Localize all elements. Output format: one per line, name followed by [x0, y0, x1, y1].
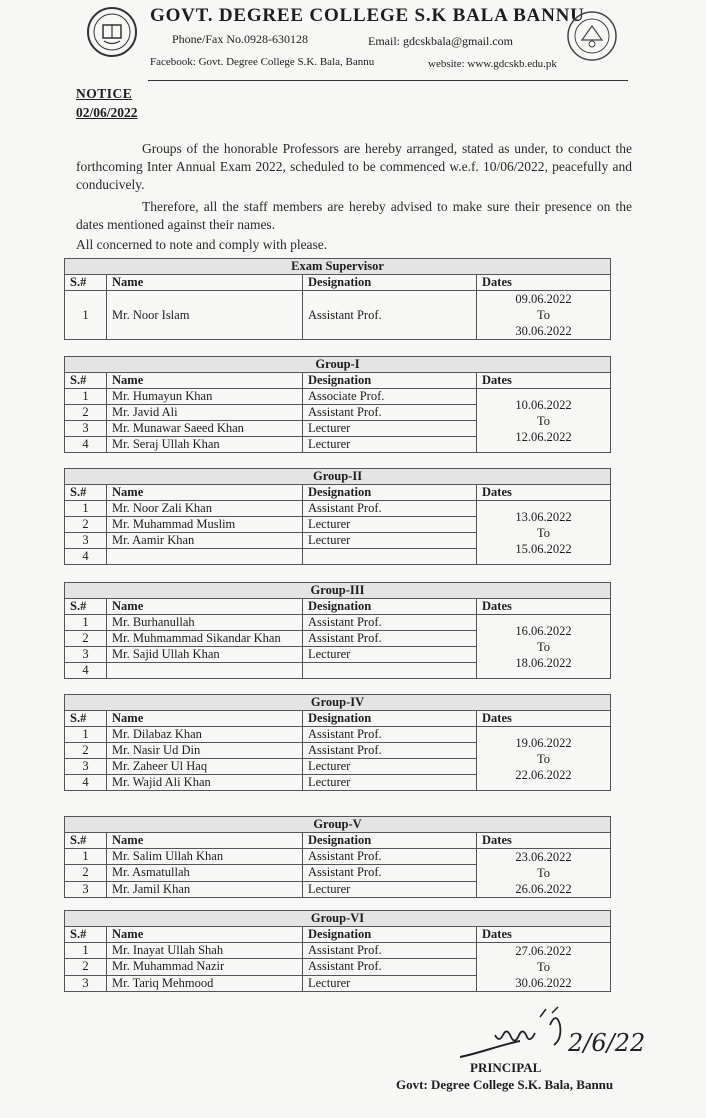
principal-label: PRINCIPAL [470, 1060, 542, 1075]
date-to-word: To [537, 413, 551, 428]
serial-number: 2 [65, 743, 107, 759]
serial-number: 1 [65, 849, 107, 865]
member-name: Mr. Salim Ullah Khan [107, 849, 303, 865]
member-designation: Lecturer [303, 881, 477, 897]
group-title: Group-I [65, 357, 611, 373]
member-name: Mr. Aamir Khan [107, 533, 303, 549]
serial-number: 3 [65, 975, 107, 991]
column-header-sn: S.# [65, 485, 107, 501]
facebook: Facebook: Govt. Degree College S.K. Bala, Bannu [150, 56, 375, 68]
member-designation: Assistant Prof. [303, 959, 477, 975]
column-header-designation: Designation [303, 833, 477, 849]
member-designation: Assistant Prof. [303, 291, 477, 340]
column-header-designation: Designation [303, 485, 477, 501]
serial-number: 2 [65, 517, 107, 533]
column-header-name: Name [107, 373, 303, 389]
member-name: Mr. Jamil Khan [107, 881, 303, 897]
website: website: www.gdcskb.edu.pk [428, 58, 557, 70]
letterhead [0, 0, 706, 82]
column-header-designation: Designation [303, 711, 477, 727]
table-row [65, 849, 611, 865]
column-header-name: Name [107, 599, 303, 615]
duty-dates [477, 291, 611, 340]
column-header-sn: S.# [65, 275, 107, 291]
notice-paragraph-1: Groups of the honorable Professors are hereby arranged, stated as under, to conduct the forthcoming Inter Annual Exam 2022, scheduled to be commenced w.e.f. 10/06/2022, peacefully and conducively. [76, 141, 632, 192]
serial-number: 2 [65, 631, 107, 647]
column-header-sn: S.# [65, 711, 107, 727]
member-name: Mr. Muhammad Muslim [107, 517, 303, 533]
date-to: 12.06.2022 [515, 429, 572, 444]
member-name: Mr. Sajid Ullah Khan [107, 647, 303, 663]
serial-number: 1 [65, 943, 107, 959]
column-header-name: Name [107, 711, 303, 727]
member-name: Mr. Inayat Ullah Shah [107, 943, 303, 959]
header-rule [148, 80, 628, 81]
column-header-designation: Designation [303, 599, 477, 615]
column-header-sn: S.# [65, 599, 107, 615]
member-name: Mr. Nasir Ud Din [107, 743, 303, 759]
member-name: Mr. Javid Ali [107, 405, 303, 421]
duty-dates [477, 943, 611, 992]
date-from: 10.06.2022 [515, 397, 572, 412]
member-designation: Lecturer [303, 421, 477, 437]
date-to: 26.06.2022 [515, 882, 572, 896]
member-designation: Lecturer [303, 647, 477, 663]
date-to: 22.06.2022 [515, 767, 572, 782]
serial-number: 2 [65, 865, 107, 881]
member-designation: Lecturer [303, 975, 477, 991]
serial-number: 4 [65, 775, 107, 791]
column-header-name: Name [107, 833, 303, 849]
date-from: 23.06.2022 [515, 850, 572, 864]
group-title: Group-VI [65, 911, 611, 927]
table-row [65, 291, 611, 340]
group-table [64, 582, 611, 679]
group-table [64, 910, 611, 992]
column-header-dates: Dates [477, 927, 611, 943]
date-to: 30.06.2022 [515, 324, 572, 338]
date-from: 27.06.2022 [515, 944, 572, 958]
member-designation: Assistant Prof. [303, 849, 477, 865]
member-designation: Lecturer [303, 775, 477, 791]
column-header-dates: Dates [477, 275, 611, 291]
column-header-dates: Dates [477, 833, 611, 849]
group-title: Group-IV [65, 695, 611, 711]
university-seal-icon [566, 10, 618, 62]
member-designation: Assistant Prof. [303, 615, 477, 631]
date-to: 18.06.2022 [515, 655, 572, 670]
table-row [65, 501, 611, 517]
college-emblem-icon [86, 6, 138, 58]
column-header-sn: S.# [65, 927, 107, 943]
member-designation: Assistant Prof. [303, 743, 477, 759]
member-designation [303, 663, 477, 679]
column-header-name: Name [107, 927, 303, 943]
member-designation: Assistant Prof. [303, 865, 477, 881]
member-name: Mr. Zaheer Ul Haq [107, 759, 303, 775]
date-to: 30.06.2022 [515, 976, 572, 990]
member-name: Mr. Seraj Ullah Khan [107, 437, 303, 453]
member-designation: Lecturer [303, 437, 477, 453]
college-name: GOVT. DEGREE COLLEGE S.K BALA BANNU [150, 5, 585, 26]
serial-number: 3 [65, 533, 107, 549]
member-name [107, 663, 303, 679]
serial-number: 3 [65, 759, 107, 775]
group-title: Exam Supervisor [65, 259, 611, 275]
serial-number: 1 [65, 501, 107, 517]
date-to-word: To [537, 866, 551, 880]
serial-number: 1 [65, 727, 107, 743]
group-title: Group-V [65, 817, 611, 833]
table-row [65, 389, 611, 405]
member-designation: Assistant Prof. [303, 631, 477, 647]
date-to-word: To [537, 525, 551, 540]
member-name: Mr. Muhmammad Sikandar Khan [107, 631, 303, 647]
member-name: Mr. Noor Zali Khan [107, 501, 303, 517]
group-table [64, 356, 611, 453]
group-table [64, 468, 611, 565]
member-designation: Assistant Prof. [303, 405, 477, 421]
date-from: 19.06.2022 [515, 735, 572, 750]
duty-dates [477, 727, 611, 791]
member-name: Mr. Noor Islam [107, 291, 303, 340]
signature-date: 2/6/22 [568, 1029, 646, 1057]
member-designation: Associate Prof. [303, 389, 477, 405]
column-header-name: Name [107, 485, 303, 501]
serial-number: 3 [65, 647, 107, 663]
serial-number: 4 [65, 663, 107, 679]
group-title: Group-III [65, 583, 611, 599]
column-header-sn: S.# [65, 373, 107, 389]
member-designation: Lecturer [303, 533, 477, 549]
serial-number: 4 [65, 437, 107, 453]
member-name: Mr. Munawar Saeed Khan [107, 421, 303, 437]
group-table [64, 258, 611, 340]
table-row [65, 943, 611, 959]
college-footer: Govt: Degree College S.K. Bala, Bannu [396, 1077, 614, 1092]
serial-number: 4 [65, 549, 107, 565]
table-row [65, 727, 611, 743]
member-designation: Lecturer [303, 759, 477, 775]
column-header-designation: Designation [303, 373, 477, 389]
serial-number: 3 [65, 881, 107, 897]
date-to-word: To [537, 960, 551, 974]
member-name: Mr. Wajid Ali Khan [107, 775, 303, 791]
duty-dates [477, 389, 611, 453]
member-name [107, 549, 303, 565]
column-header-dates: Dates [477, 711, 611, 727]
duty-dates [477, 615, 611, 679]
column-header-sn: S.# [65, 833, 107, 849]
member-designation: Assistant Prof. [303, 943, 477, 959]
column-header-designation: Designation [303, 927, 477, 943]
member-name: Mr. Humayun Khan [107, 389, 303, 405]
duty-dates [477, 501, 611, 565]
phone-fax: Phone/Fax No.0928-630128 [172, 32, 308, 46]
serial-number: 1 [65, 615, 107, 631]
member-name: Mr. Muhammad Nazir [107, 959, 303, 975]
notice-heading: NOTICE [76, 86, 133, 101]
date-to: 15.06.2022 [515, 541, 572, 556]
date-to-word: To [537, 308, 551, 322]
group-title: Group-II [65, 469, 611, 485]
serial-number: 1 [65, 291, 107, 340]
member-designation: Assistant Prof. [303, 501, 477, 517]
member-designation: Assistant Prof. [303, 727, 477, 743]
member-name: Mr. Tariq Mehmood [107, 975, 303, 991]
notice-date: 02/06/2022 [76, 105, 138, 120]
column-header-name: Name [107, 275, 303, 291]
column-header-dates: Dates [477, 373, 611, 389]
member-designation [303, 549, 477, 565]
serial-number: 1 [65, 389, 107, 405]
date-from: 09.06.2022 [515, 292, 572, 306]
member-designation: Lecturer [303, 517, 477, 533]
member-name: Mr. Dilabaz Khan [107, 727, 303, 743]
notice-paragraph-3: All concerned to note and comply with please. [76, 237, 328, 252]
member-name: Mr. Asmatullah [107, 865, 303, 881]
column-header-dates: Dates [477, 599, 611, 615]
duty-dates [477, 849, 611, 898]
serial-number: 2 [65, 959, 107, 975]
member-name: Mr. Burhanullah [107, 615, 303, 631]
table-row [65, 615, 611, 631]
date-from: 16.06.2022 [515, 623, 572, 638]
group-table [64, 816, 611, 898]
date-to-word: To [537, 639, 551, 654]
email: Email: gdcskbala@gmail.com [368, 34, 514, 48]
date-from: 13.06.2022 [515, 509, 572, 524]
date-to-word: To [537, 751, 551, 766]
column-header-designation: Designation [303, 275, 477, 291]
serial-number: 3 [65, 421, 107, 437]
notice-paragraph-2: Therefore, all the staff members are hereby advised to make sure their presence on the dates mentioned against their names. [76, 199, 632, 232]
serial-number: 2 [65, 405, 107, 421]
column-header-dates: Dates [477, 485, 611, 501]
group-table [64, 694, 611, 791]
